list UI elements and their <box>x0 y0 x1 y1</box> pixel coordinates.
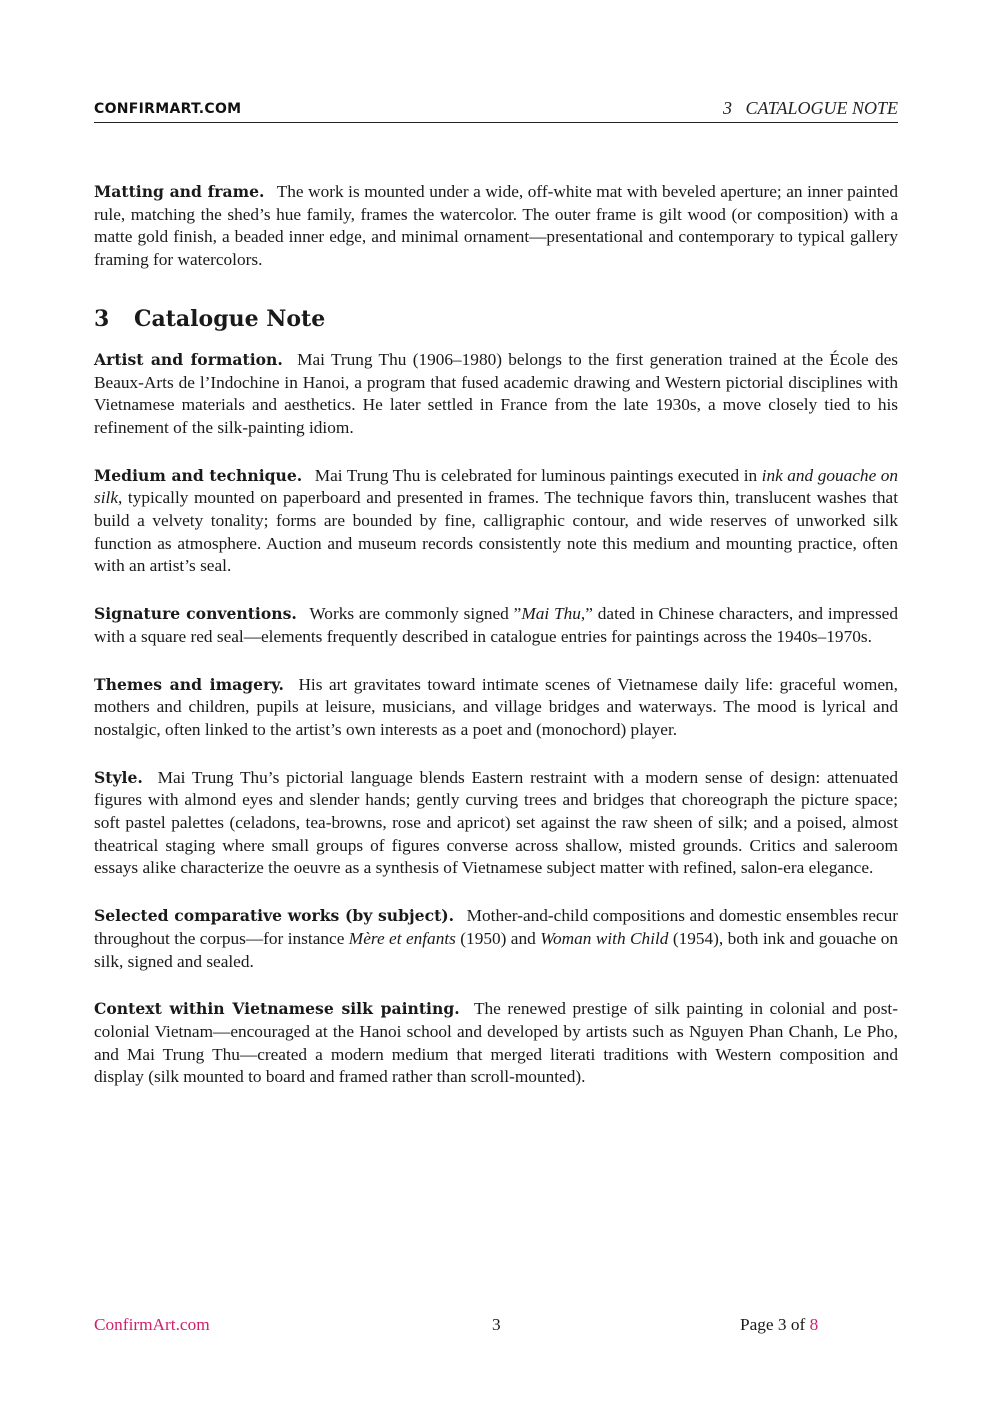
paragraph-text: Mai Trung Thu (1906–1980) belongs to the first generation trained at the École des Beaux-Arts de l’Indochine in Hanoi, a program that fused academic drawing and Western pictorial disciplines with Vietnamese materials and aesthetics. He later settled in France from the late 1930s, a move closely tied to his refinement of the silk-painting idiom. <box>94 349 898 437</box>
section-title: Catalogue Note <box>134 305 326 332</box>
paragraph-text: (1954), both ink and gouache on silk, signed and sealed. <box>94 928 899 971</box>
paragraph-text: (1950) and <box>455 928 541 948</box>
paragraph-title: Style. <box>94 767 143 787</box>
paragraph-text: Works are commonly signed ” <box>309 604 522 624</box>
context-paragraph <box>94 998 898 1089</box>
paragraph-text: , typically mounted on paperboard and presented in frames. The technique favors thin, translucent washes that build a velvety tonality; forms are bounded by fine, calligraphic contour, and wide reserves of unworked silk function as atmosphere. Auction and museum records consistently note this medium and mounting practice, often with an artist’s seal. <box>94 488 898 576</box>
page-total-link[interactable]: 8 <box>809 1315 819 1334</box>
artwork-title: Woman with Child <box>540 928 669 948</box>
artist-formation-paragraph <box>94 349 898 440</box>
paragraph-title: Selected comparative works (by subject). <box>94 906 455 926</box>
paragraph-title: Context within Vietnamese silk painting. <box>94 999 460 1019</box>
footer-site-link[interactable]: ConfirmArt.com <box>94 1315 210 1334</box>
paragraph-title: Matting and frame. <box>94 182 265 201</box>
paragraph-title: Signature conventions. <box>94 604 297 624</box>
emphasis-text: ink and gouache on silk <box>94 465 899 508</box>
paragraph-text: His art gravitates toward intimate scenes of Vietnamese daily life: graceful women, mothers and children, pupils at leisure, musicians, and village bridges and waterways. The mood is lyrical and nostalgic, often linked to the artist’s own interests as a poet and (monochord) player. <box>94 674 898 739</box>
page-header <box>94 98 898 123</box>
matting-frame-paragraph <box>94 181 898 272</box>
themes-imagery-paragraph <box>94 674 898 742</box>
artwork-title: Mère et enfants <box>348 928 456 948</box>
paragraph-title: Medium and technique. <box>94 465 303 485</box>
page-number: 3 <box>492 1315 501 1334</box>
style-paragraph <box>94 767 898 881</box>
paragraph-title: Themes and imagery. <box>94 674 284 694</box>
paragraph-text: ,” dated in Chinese characters, and impressed with a square red seal—elements frequently described in catalogue entries for paintings across the 1940s–1970s. <box>94 604 898 646</box>
medium-technique-paragraph <box>94 465 898 579</box>
paragraph-text: The renewed prestige of silk painting in colonial and post-colonial Vietnam—encouraged at the Hanoi school and developed by artists such as Nguyen Phan Chanh, Le Pho, and Mai Trung Thu—created a modern medium that merged literati traditions with Western composition and display (silk mounted to board and framed rather than scroll-mounted). <box>94 999 898 1087</box>
paragraph-text: Mother-and-child compositions and domestic ensembles recur throughout the corpus—for instance <box>94 906 898 948</box>
section-number: 3 <box>94 305 110 332</box>
signature-conventions-paragraph <box>94 603 898 648</box>
paragraph-text: Mai Trung Thu is celebrated for luminous paintings executed in <box>314 465 762 485</box>
site-logo[interactable]: CONFIRMART.COM <box>94 101 242 117</box>
page-count <box>740 1315 818 1335</box>
section-heading <box>94 305 898 333</box>
page-footer <box>94 1315 898 1339</box>
paragraph-text: Mai Trung Thu’s pictorial language blends Eastern restraint with a modern sense of design: attenuated figures with almond eyes and slender hands; gently curving trees and bridges that choreograph the picture space; soft pastel palettes (celadons, tea-browns, rose and apricot) set against the raw sheen of silk; and a poised, almost theatrical staging where small groups of figures converse across shallow, misted grounds. Critics and saleroom essays alike characterize the oeuvre as a synthesis of Vietnamese subject matter with refined, salon-era elegance. <box>94 767 898 878</box>
emphasis-text: Mai Thu <box>521 604 581 624</box>
page-count-label: Page 3 of <box>740 1315 810 1334</box>
paragraph-text: The work is mounted under a wide, off-white mat with beveled aperture; an inner painted rule, matching the shed’s hue family, frames the watercolor. The outer frame is gilt wood (or composition) with a matte gold finish, a beaded inner edge, and minimal ornament—presentational and contemporary to typical gallery framing for watercolors. <box>94 182 898 270</box>
main-content <box>94 181 898 1114</box>
paragraph-title: Artist and formation. <box>94 349 283 369</box>
running-head: 3 CATALOGUE NOTE <box>722 98 898 118</box>
comparative-works-paragraph <box>94 905 898 973</box>
